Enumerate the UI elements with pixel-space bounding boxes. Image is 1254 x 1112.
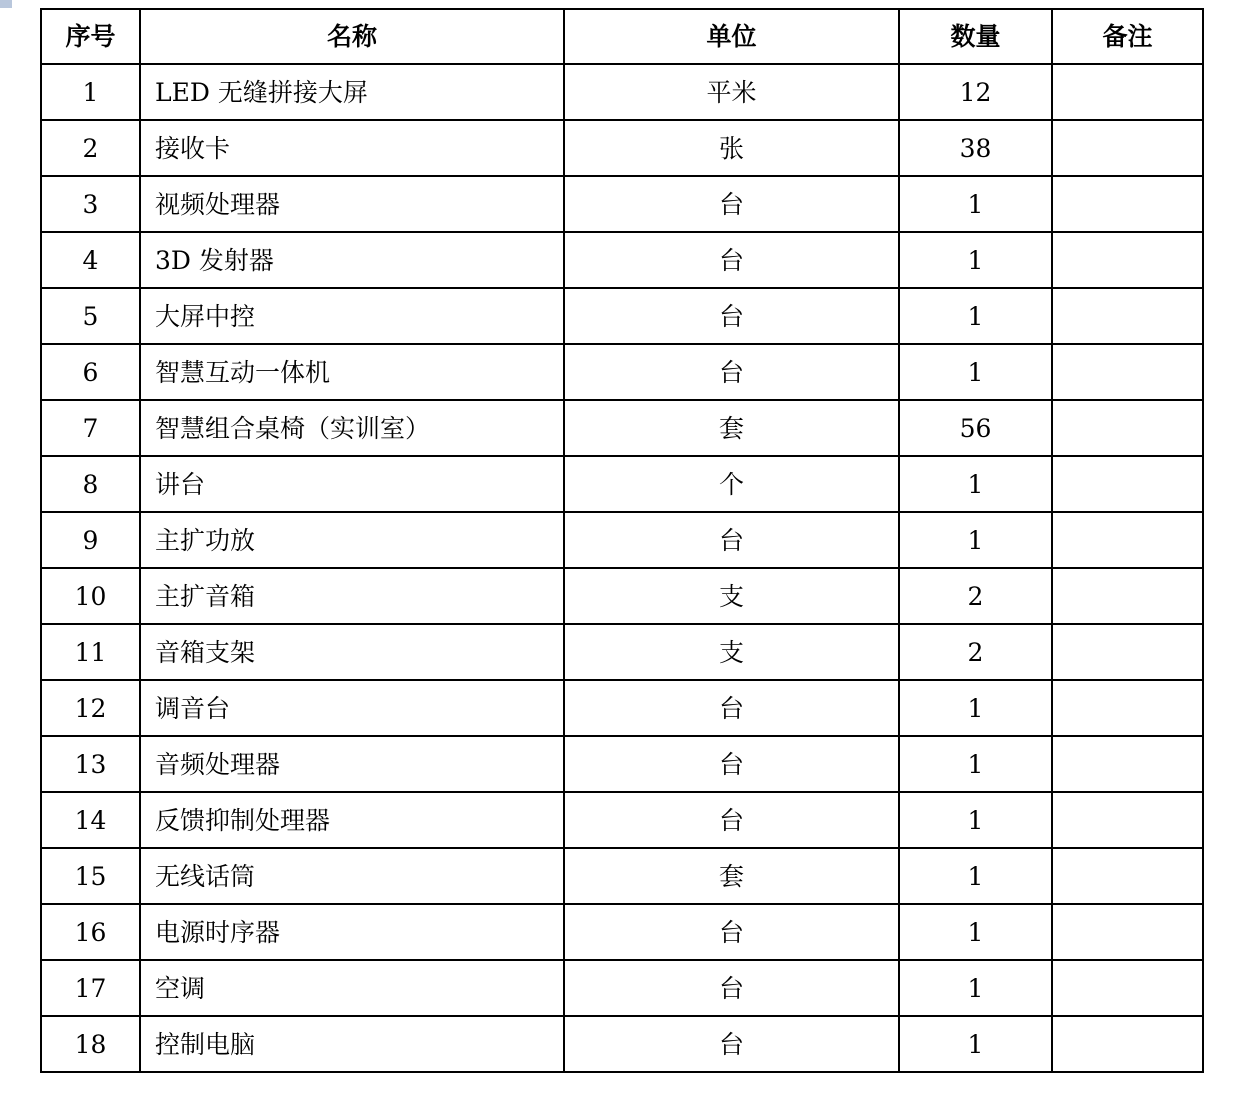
cell-unit: 台 — [564, 904, 899, 960]
cell-unit: 台 — [564, 960, 899, 1016]
cell-quantity: 2 — [899, 624, 1052, 680]
table-row — [41, 512, 1203, 568]
table-row — [41, 680, 1203, 736]
table-row — [41, 904, 1203, 960]
cell-name: 大屏中控 — [140, 288, 564, 344]
cell-unit: 个 — [564, 456, 899, 512]
cell-index: 10 — [41, 568, 140, 624]
cell-quantity: 1 — [899, 792, 1052, 848]
cell-unit: 套 — [564, 400, 899, 456]
cell-quantity: 38 — [899, 120, 1052, 176]
table-row — [41, 64, 1203, 120]
cell-remarks — [1052, 960, 1203, 1016]
table-row — [41, 960, 1203, 1016]
cell-quantity: 1 — [899, 736, 1052, 792]
cell-unit: 台 — [564, 512, 899, 568]
cell-index: 1 — [41, 64, 140, 120]
cell-quantity: 1 — [899, 848, 1052, 904]
cell-name: 讲台 — [140, 456, 564, 512]
cell-index: 17 — [41, 960, 140, 1016]
cell-quantity: 56 — [899, 400, 1052, 456]
cell-unit: 台 — [564, 736, 899, 792]
cell-remarks — [1052, 736, 1203, 792]
cell-index: 14 — [41, 792, 140, 848]
table-row — [41, 344, 1203, 400]
cell-unit: 平米 — [564, 64, 899, 120]
cell-unit: 台 — [564, 288, 899, 344]
table-row — [41, 176, 1203, 232]
cell-unit: 台 — [564, 792, 899, 848]
cell-index: 8 — [41, 456, 140, 512]
cell-unit: 张 — [564, 120, 899, 176]
cell-quantity: 1 — [899, 232, 1052, 288]
cell-unit: 套 — [564, 848, 899, 904]
table-row — [41, 400, 1203, 456]
cell-quantity: 12 — [899, 64, 1052, 120]
table-header — [41, 9, 1203, 64]
cell-quantity: 1 — [899, 344, 1052, 400]
cell-remarks — [1052, 624, 1203, 680]
cell-index: 7 — [41, 400, 140, 456]
cell-remarks — [1052, 568, 1203, 624]
cell-index: 16 — [41, 904, 140, 960]
cell-remarks — [1052, 792, 1203, 848]
cell-name: 空调 — [140, 960, 564, 1016]
table-row — [41, 736, 1203, 792]
cell-quantity: 2 — [899, 568, 1052, 624]
cell-name: 主扩音箱 — [140, 568, 564, 624]
table-row — [41, 568, 1203, 624]
cell-name: 无线话筒 — [140, 848, 564, 904]
cell-remarks — [1052, 512, 1203, 568]
cell-quantity: 1 — [899, 960, 1052, 1016]
cell-index: 3 — [41, 176, 140, 232]
cell-name: 电源时序器 — [140, 904, 564, 960]
cell-remarks — [1052, 456, 1203, 512]
header-quantity: 数量 — [899, 9, 1052, 64]
table-row — [41, 232, 1203, 288]
table-row — [41, 1016, 1203, 1072]
cell-remarks — [1052, 288, 1203, 344]
cell-name: 控制电脑 — [140, 1016, 564, 1072]
cell-index: 13 — [41, 736, 140, 792]
cell-quantity: 1 — [899, 456, 1052, 512]
cell-name: 音箱支架 — [140, 624, 564, 680]
cell-index: 6 — [41, 344, 140, 400]
cell-name: LED 无缝拼接大屏 — [140, 64, 564, 120]
cell-index: 12 — [41, 680, 140, 736]
table-row — [41, 288, 1203, 344]
cell-index: 4 — [41, 232, 140, 288]
cell-unit: 台 — [564, 176, 899, 232]
cell-quantity: 1 — [899, 512, 1052, 568]
header-remarks: 备注 — [1052, 9, 1203, 64]
table-row — [41, 848, 1203, 904]
cell-quantity: 1 — [899, 1016, 1052, 1072]
corner-mark — [0, 0, 12, 8]
table-row — [41, 120, 1203, 176]
cell-remarks — [1052, 176, 1203, 232]
cell-name: 主扩功放 — [140, 512, 564, 568]
table-row — [41, 456, 1203, 512]
cell-quantity: 1 — [899, 288, 1052, 344]
cell-name: 接收卡 — [140, 120, 564, 176]
cell-remarks — [1052, 232, 1203, 288]
cell-remarks — [1052, 64, 1203, 120]
cell-quantity: 1 — [899, 176, 1052, 232]
cell-name: 智慧互动一体机 — [140, 344, 564, 400]
cell-index: 5 — [41, 288, 140, 344]
cell-index: 11 — [41, 624, 140, 680]
cell-quantity: 1 — [899, 904, 1052, 960]
cell-remarks — [1052, 344, 1203, 400]
header-index: 序号 — [41, 9, 140, 64]
cell-remarks — [1052, 904, 1203, 960]
cell-index: 18 — [41, 1016, 140, 1072]
header-row — [41, 9, 1203, 64]
cell-unit: 台 — [564, 680, 899, 736]
cell-unit: 台 — [564, 232, 899, 288]
cell-remarks — [1052, 120, 1203, 176]
table-body — [41, 64, 1203, 1072]
cell-name: 音频处理器 — [140, 736, 564, 792]
cell-name: 反馈抑制处理器 — [140, 792, 564, 848]
header-unit: 单位 — [564, 9, 899, 64]
cell-unit: 支 — [564, 624, 899, 680]
cell-remarks — [1052, 848, 1203, 904]
cell-name: 智慧组合桌椅（实训室） — [140, 400, 564, 456]
table-row — [41, 624, 1203, 680]
cell-remarks — [1052, 1016, 1203, 1072]
cell-index: 2 — [41, 120, 140, 176]
header-name: 名称 — [140, 9, 564, 64]
cell-index: 9 — [41, 512, 140, 568]
cell-remarks — [1052, 680, 1203, 736]
cell-unit: 支 — [564, 568, 899, 624]
cell-name: 3D 发射器 — [140, 232, 564, 288]
cell-remarks — [1052, 400, 1203, 456]
cell-name: 视频处理器 — [140, 176, 564, 232]
cell-quantity: 1 — [899, 680, 1052, 736]
table-row — [41, 792, 1203, 848]
cell-unit: 台 — [564, 1016, 899, 1072]
cell-name: 调音台 — [140, 680, 564, 736]
cell-unit: 台 — [564, 344, 899, 400]
cell-index: 15 — [41, 848, 140, 904]
equipment-list-table — [40, 8, 1204, 1073]
